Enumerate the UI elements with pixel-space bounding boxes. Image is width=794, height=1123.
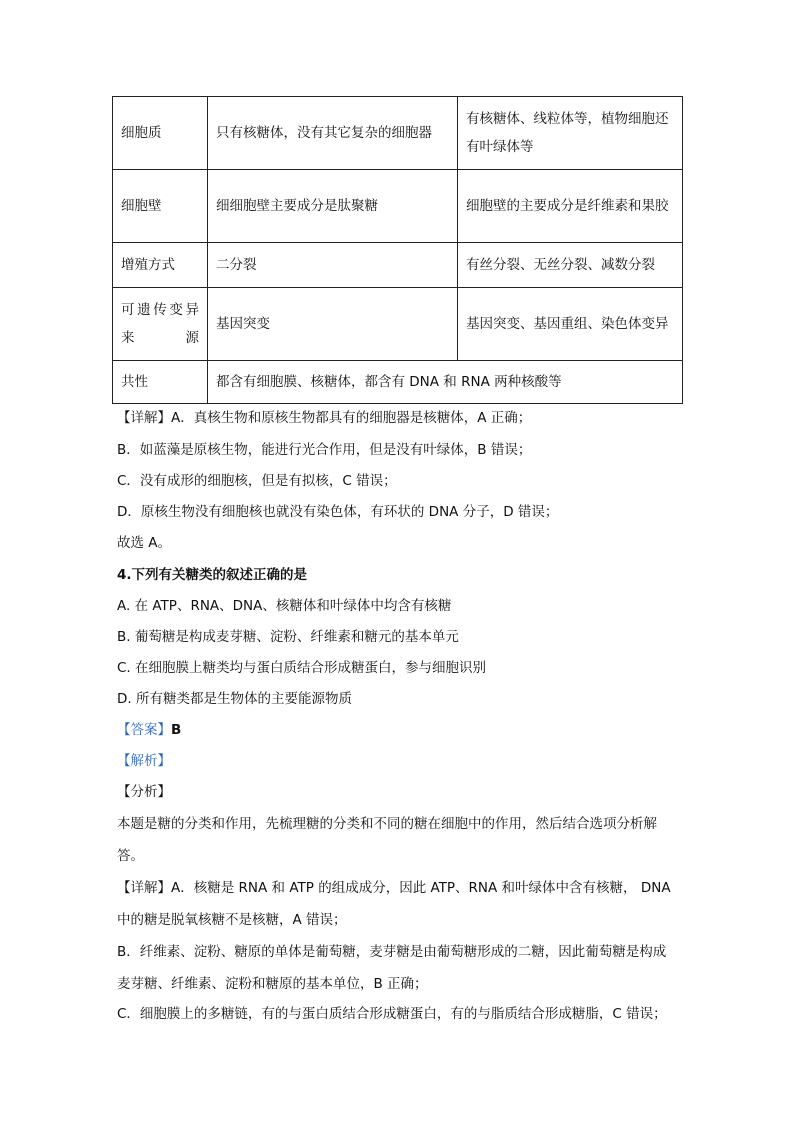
answer-value: B xyxy=(171,722,182,738)
detail-line-d: D．原核生物没有细胞核也就没有染色体，有环状的 DNA 分子，D 错误； xyxy=(117,504,559,520)
table-row xyxy=(113,170,683,243)
row-label: 可遗传变异来源 xyxy=(113,288,208,361)
fenxi-text: 本题是糖的分类和作用，先梳理糖的分类和不同的糖在细胞中的作用，然后结合选项分析解答。 xyxy=(117,816,657,864)
row-label: 细胞质 xyxy=(113,97,208,170)
table-row xyxy=(113,288,683,361)
table-row xyxy=(113,361,683,404)
detail-a-paragraph xyxy=(117,872,677,936)
prokaryote-cell: 只有核糖体，没有其它复杂的细胞器 xyxy=(208,97,458,170)
table-row xyxy=(113,243,683,288)
row-label: 增殖方式 xyxy=(113,243,208,288)
conclusion-text: 故选 A。 xyxy=(117,535,172,551)
question-stem xyxy=(117,565,307,585)
option-d: D. 所有糖类都是生物体的主要能源物质 xyxy=(117,691,352,707)
eukaryote-cell: 有核糖体、线粒体等，植物细胞还有叶绿体等 xyxy=(458,97,683,170)
eukaryote-cell: 基因突变、基因重组、染色体变异 xyxy=(458,288,683,361)
detail-line-b: B．如蓝藻是原核生物，能进行光合作用，但是没有叶绿体，B 错误； xyxy=(117,442,532,458)
row-label: 共性 xyxy=(113,361,208,404)
question-stem-text: 4.下列有关糖类的叙述正确的是 xyxy=(117,567,308,583)
common-cell: 都含有细胞膜、核糖体，都含有 DNA 和 RNA 两种核酸等 xyxy=(208,361,683,404)
prokaryote-cell: 基因突变 xyxy=(208,288,458,361)
detail-c-paragraph: C．细胞膜上的多糖链，有的与蛋白质结合形成糖蛋白，有的与脂质结合形成糖脂，C 错误； xyxy=(117,1006,667,1022)
prokaryote-cell: 二分裂 xyxy=(208,243,458,288)
option-b: B. 葡萄糖是构成麦芽糖、淀粉、纤维素和糖元的基本单元 xyxy=(117,629,459,645)
detail-line-c: C．没有成形的细胞核，但是有拟核，C 错误； xyxy=(117,473,397,489)
analysis-tag: 【解析】 xyxy=(117,753,171,769)
detail-tag: 【详解】 xyxy=(117,880,171,896)
detail-line-a xyxy=(117,408,531,428)
comparison-table xyxy=(112,96,683,404)
answer-line xyxy=(117,720,181,740)
option-c: C. 在细胞膜上糖类均与蛋白质结合形成糖蛋白，参与细胞识别 xyxy=(117,660,487,676)
option-a: A. 在 ATP、RNA、DNA、核糖体和叶绿体中均含有核糖 xyxy=(117,598,452,614)
answer-tag: 【答案】 xyxy=(117,722,171,738)
prokaryote-cell: 细细胞壁主要成分是肽聚糖 xyxy=(208,170,458,243)
table-row xyxy=(113,97,683,170)
row-label: 细胞壁 xyxy=(113,170,208,243)
detail-b-paragraph: B．纤维素、淀粉、糖原的单体是葡萄糖，麦芽糖是由葡萄糖形成的二糖，因此葡萄糖是构成麦芽糖、纤维素、淀粉和糖原的基本单位，B 正确； xyxy=(117,944,667,992)
eukaryote-cell: 细胞壁的主要成分是纤维素和果胶 xyxy=(458,170,683,243)
detail-a-text: A．核糖是 RNA 和 ATP 的组成成分，因此 ATP、RNA 和叶绿体中含有核糖， DNA 中的糖是脱氧核糖不是核糖，A 错误； xyxy=(117,880,671,928)
detail-text: A．真核生物和原核生物都具有的细胞器是核糖体，A 正确； xyxy=(171,410,532,426)
fenxi-tag: 【分析】 xyxy=(117,784,171,800)
detail-tag: 【详解】 xyxy=(117,410,171,426)
eukaryote-cell: 有丝分裂、无丝分裂、减数分裂 xyxy=(458,243,683,288)
